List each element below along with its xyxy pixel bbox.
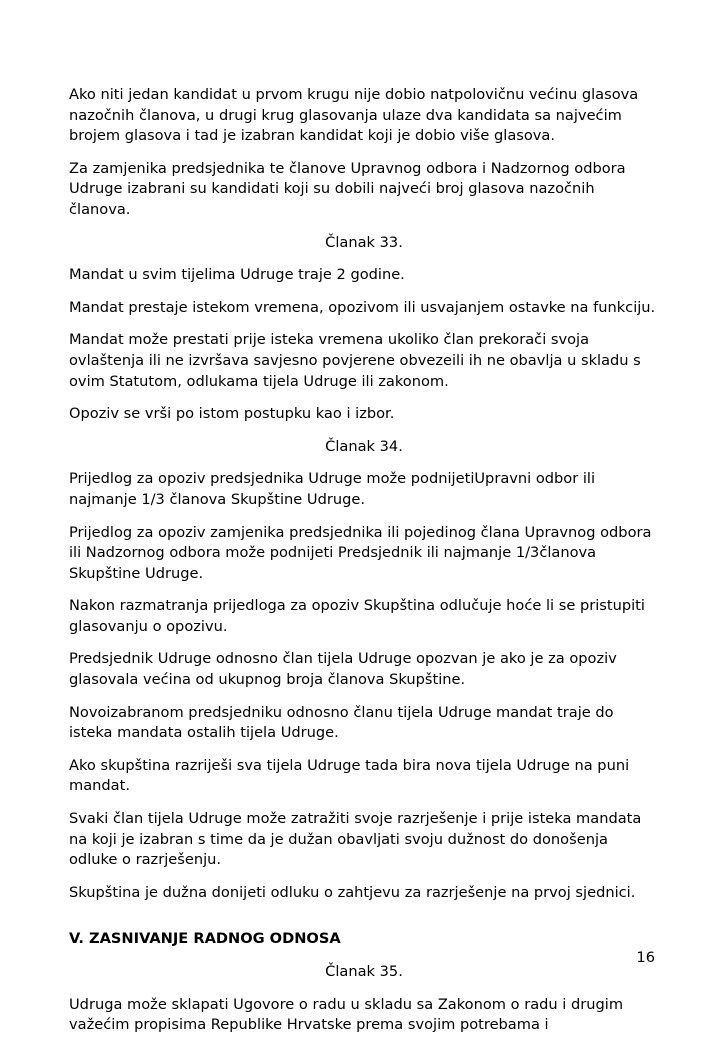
paragraph-recall-vote-decision: Nakon razmatranja prijedloga za opoziv Skupština odlučuje hoće li se pristupiti glasovanju o opozivu. <box>69 597 645 635</box>
paragraph-mandate-termination: Mandat prestaje istekom vremena, opozivom ili usvajanjem ostavke na funkciju. <box>69 298 656 316</box>
article-35-heading: Članak 35. <box>325 963 403 980</box>
paragraph-employment-contracts: Udruga može sklapati Ugovore o radu u skladu sa Zakonom o radu i drugim važećim propisima Republike Hrvatske prema svojim potrebama i <box>69 995 624 1034</box>
paragraph-recall-majority: Predsjednik Udruge odnosno član tijela Udruge opozvan je ako je za opoziv glasovala većina od ukupnog broja članova Skupštine. <box>69 650 617 689</box>
page-number: 16 <box>636 949 655 966</box>
paragraph-runoff-rule: Ako niti jedan kandidat u prvom krugu nije dobio natpolovičnu većinu glasova nazočnih članova, u drugi krug glasovanja ulaze dva kandidata sa najvećim brojem glasova i tad je izabran kandidat koji je dobio više glasova. <box>69 86 639 145</box>
document-page <box>69 85 659 1048</box>
paragraph-dismiss-all-bodies: Ako skupština razriješi sva tijela Udruge tada bira nova tijela Udruge na puni mandat. <box>69 756 630 795</box>
paragraph-president-recall-proposal: Prijedlog za opoziv predsjednika Udruge može podnijetiUpravni odbor ili najmanje 1/3 članova Skupštine Udruge. <box>69 470 596 508</box>
paragraph-recall-procedure: Opoziv se vrši po istom postupku kao i izbor. <box>69 405 395 423</box>
paragraph-resignation-decision: Skupština je dužna donijeti odluku o zahtjevu za razrješenje na prvoj sjednici. <box>69 883 636 901</box>
paragraph-deputy-election: Za zamjenika predsjednika te članove Upravnog odbora i Nadzornog odbora Udruge izabrani su kandidati koji su dobili najveći broj glasova nazočnih članova. <box>69 159 626 218</box>
paragraph-mandate-duration: Mandat u svim tijelima Udruge traje 2 godine. <box>69 266 405 284</box>
article-34-heading: Članak 34. <box>325 437 403 455</box>
article-33-heading: Članak 33. <box>325 233 403 251</box>
section-v-heading: V. ZASNIVANJE RADNOG ODNOSA <box>69 930 341 948</box>
paragraph-mandate-early-termination: Mandat može prestati prije isteka vremena ukoliko član prekorači svoja ovlaštenja ili ne izvršava savjesno povjerene obvezeili ih ne obavlja u skladu s ovim Statutom, odlukama tijela Udruge ili zakonom. <box>69 331 641 390</box>
paragraph-new-member-mandate: Novoizabranom predsjedniku odnosno članu tijela Udruge mandat traje do isteka mandata ostalih tijela Udruge. <box>69 703 614 742</box>
paragraph-resignation-request: Svaki član tijela Udruge može zatražiti svoje razrješenje i prije isteka mandata na koji je izabran s time da je dužan obavljati svoju dužnost do donošenja odluke o razrješenju. <box>69 810 642 869</box>
paragraph-deputy-recall-proposal: Prijedlog za opoziv zamjenika predsjednika ili pojedinog člana Upravnog odbora ili Nadzornog odbora može podnijeti Predsjednik ili najmanje 1/3članova Skupštine Udruge. <box>69 523 652 582</box>
